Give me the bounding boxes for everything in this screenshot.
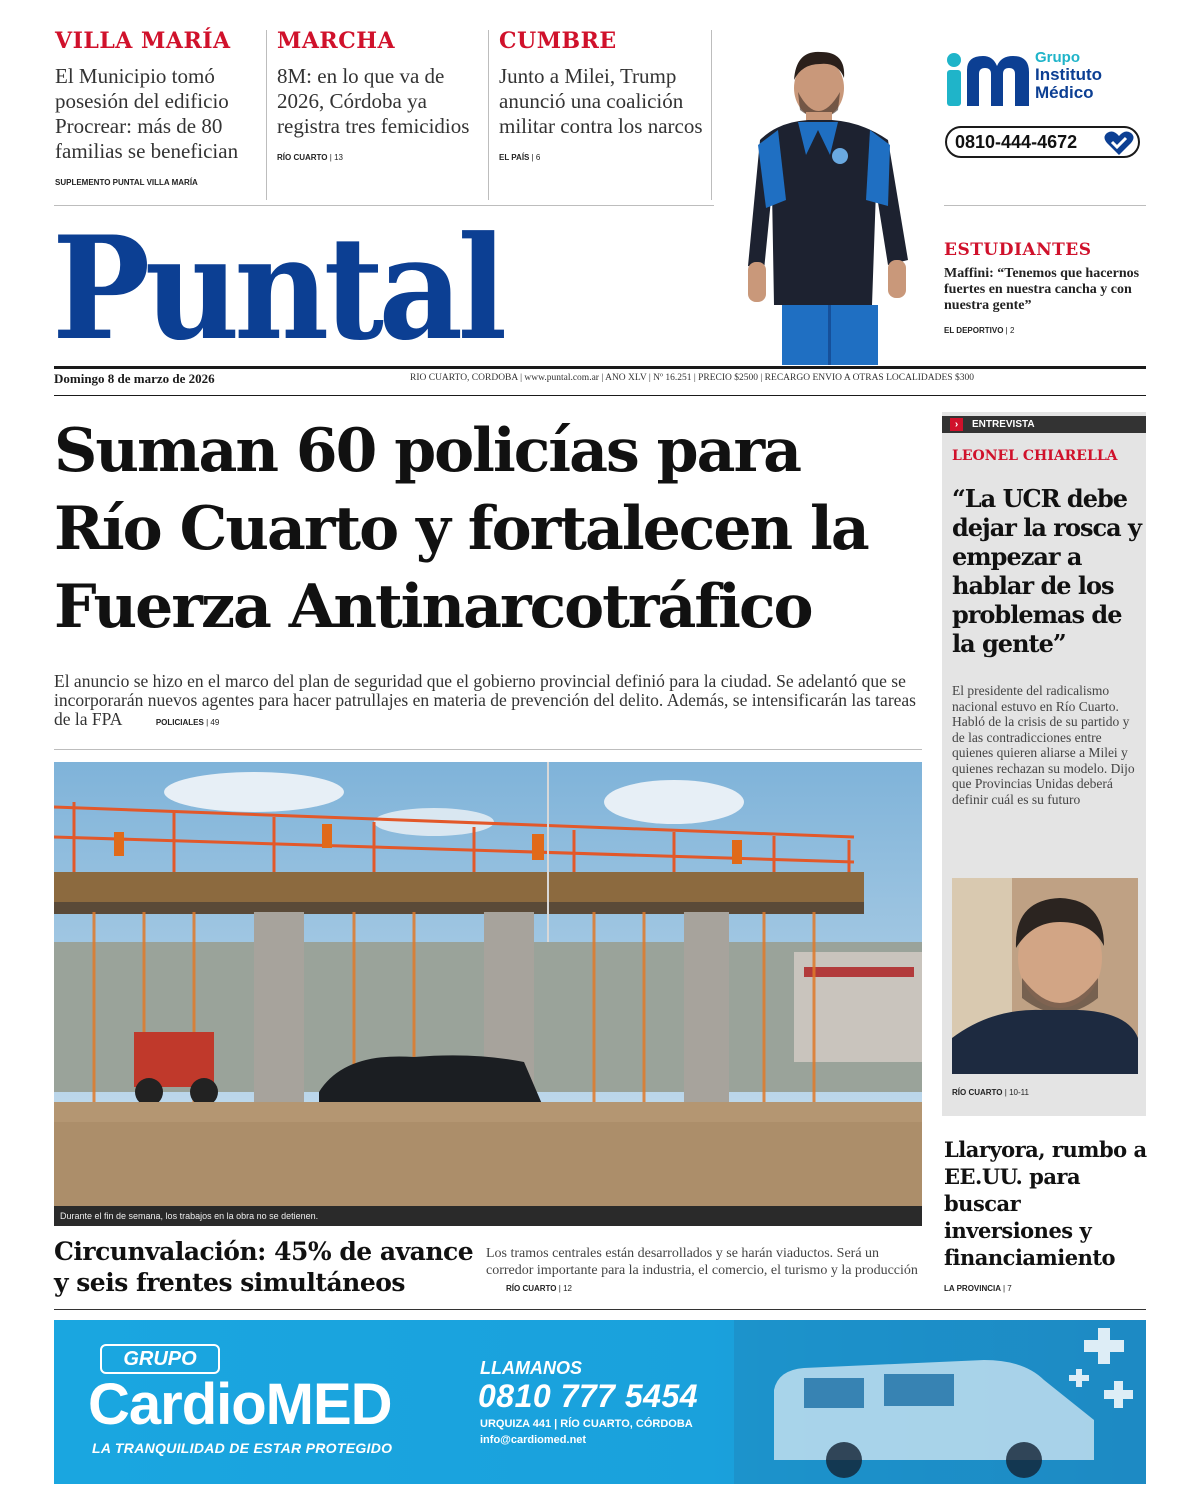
interviewee-photo[interactable] [952,878,1138,1074]
top-rule-right [944,205,1146,206]
interview-label: ENTREVISTA [972,419,1035,430]
section-tag: POLICIALES | 49 [155,718,220,727]
teaser-kicker: ESTUDIANTES [944,240,1092,260]
im-phone[interactable] [945,126,1140,158]
circunvalacion-headline[interactable]: Circunvalación: 45% de avance y seis frentes simultáneos [54,1237,474,1297]
teaser-marcha[interactable] [277,28,477,162]
cardiomed-email[interactable]: info@cardiomed.net [480,1434,587,1446]
cardiomed-slogan: LA TRANQUILIDAD DE ESTAR PROTEGIDO [92,1440,393,1456]
teaser-text[interactable]: El Municipio tomó posesión del edificio Procrear: más de 80 familias se benefician [55,64,239,163]
teaser-text[interactable]: Maffini: “Tenemos que hacernos fuertes en nuestra cancha y con nuestra gente” [944,266,1140,313]
section-tag: RÍO CUARTO | 13 [277,153,343,162]
ambulance-image [734,1320,1146,1484]
bottom-rule [54,1309,1146,1310]
lead-text: El anuncio se hizo en el marco del plan de seguridad que el gobierno provincial definió para la ciudad. Se adelantó que se incorporarán nuevos agentes para hacer patrullajes en materia de prevención del delito. Además, se intensificarán las tareas de la FPA [54,671,916,729]
main-lead [54,672,922,732]
cardiomed-brand: CardioMED [88,1372,392,1437]
teaser-cumbre[interactable] [499,28,704,162]
im-name-1: Instituto [1035,65,1103,84]
photo-caption: Durante el fin de semana, los trabajos en la obra no se detienen. [54,1206,922,1226]
issue-date: Domingo 8 de marzo de 2026 [54,371,215,386]
im-logo-icon [945,48,1031,108]
edition-info: RÍO CUARTO, CÓRDOBA | www.puntal.com.ar | AÑO XLV | Nº 16.251 | PRECIO $2500 | RECARGO ENVÍO A OTRAS LOCALIDADES $300 [410,373,974,383]
interviewee-name: LEONEL CHIARELLA [952,448,1118,464]
cardiomed-grupo: GRUPO [100,1344,220,1374]
circunvalacion-text: Los tramos centrales están desarrollados y se harán viaductos. Será un corredor importante para la industria, el comercio, el turismo y la producción [486,1246,918,1278]
cardiomed-address: URQUIZA 441 | RÍO CUARTO, CÓRDOBA [480,1418,693,1430]
section-tag: EL DEPORTIVO | 2 [944,326,1015,335]
main-headline[interactable]: Suman 60 policías para Río Cuarto y fortalecen la Fuerza Antinarcotráfico [54,416,868,642]
circunvalacion-summary [486,1245,922,1297]
section-tag: RÍO CUARTO | 12 [506,1284,572,1293]
interview-body: El presidente del radicalismo nacional estuvo en Río Cuarto. Habló de la crisis de su partido y de las contradicciones entre quienes quieren aliarse a Milei y quienes rechazan su modelo. Dijo que Provincias Unidas deberá definir cuál es su futuro [952,683,1135,807]
interview-quote[interactable]: “La UCR debe dejar la rosca y empezar a hablar de los problemas de la gente” [952,484,1141,658]
column-divider [488,30,489,200]
section-tag: SUPLEMENTO PUNTAL VILLA MARÍA [55,178,198,187]
teaser-villa-maria[interactable] [55,28,260,187]
player-photo[interactable] [738,30,928,365]
teaser-text[interactable]: Junto a Milei, Trump anunció una coalición militar contra los narcos [499,64,703,138]
cardiomed-phone[interactable]: 0810 777 5454 [478,1378,699,1414]
section-tag: LA PROVINCIA | 7 [944,1284,1012,1293]
teaser-kicker: CUMBRE [499,28,617,54]
im-phone-number: 0810-444-4672 [955,132,1078,152]
heart-check-icon [1104,129,1134,157]
section-tag: EL PAÍS | 6 [499,153,541,162]
lead-rule [54,749,922,750]
im-grupo: Grupo [1035,49,1080,66]
construction-photo[interactable] [54,762,922,1206]
masthead-logo[interactable]: Puntal [52,206,502,372]
teaser-text[interactable]: 8M: en lo que va de 2026, Córdoba ya registra tres femicidios [277,64,470,138]
cardiomed-call-label: LLAMANOS [480,1358,582,1378]
teaser-kicker: MARCHA [277,28,396,54]
section-tag: RÍO CUARTO | 10-11 [952,1088,1029,1097]
column-divider [266,30,267,200]
arrow-icon: › [950,418,963,431]
teaser-estudiantes[interactable] [944,240,1149,335]
column-divider [711,30,712,200]
instituto-medico-ad[interactable] [945,48,1145,110]
im-name-2: Médico [1035,83,1094,102]
llaryora-headline[interactable]: Llaryora, rumbo a EE.UU. para buscar inversiones y financiamiento [944,1137,1147,1270]
teaser-kicker: VILLA MARÍA [55,28,231,54]
